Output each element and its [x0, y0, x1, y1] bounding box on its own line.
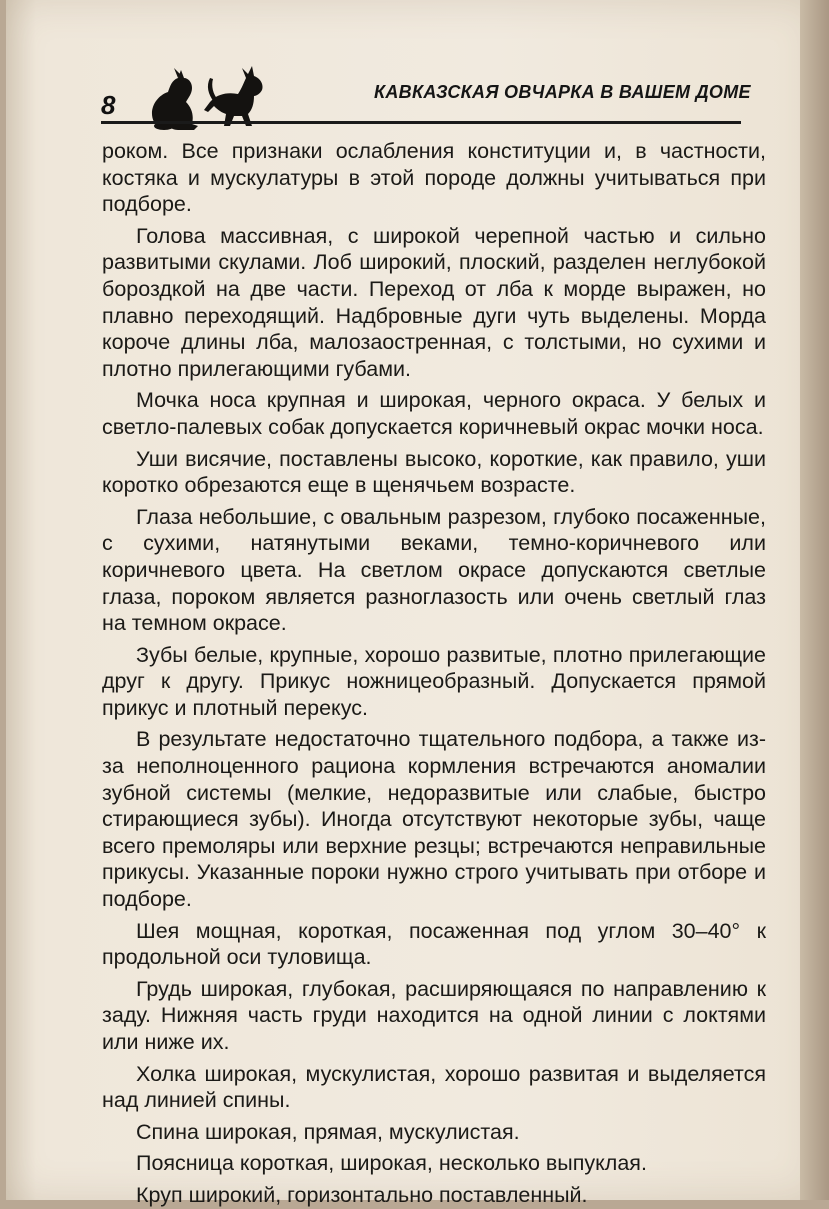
- paragraph: Круп широкий, горизонтально поставленный.: [136, 1182, 588, 1207]
- book-edge: [800, 0, 829, 1200]
- header-rule: [101, 121, 741, 124]
- paragraph: Глаза небольшие, с овальным разрезом, глубоко посаженные, с сухими, натянутыми веками, темно-коричневого или коричневого цвета. На светлом окрасе допускаются светлые глаза, пороком является разноглазость или очень светлый глаз на темном окрасе.: [102, 504, 766, 636]
- paragraph: В результате недостаточно тщательного подбора, а также из-за неполноценного рациона кормления встречаются аномалии зубной системы (мелкие, недоразвитые или слабые, быстро стирающиеся зубы). Иногда отсутствуют некоторые зубы, чаще всего премоляры или верхние резцы; встречаются неправильные прикусы. Указанные пороки нужно строго учитывать при отборе и подборе.: [102, 727, 766, 912]
- body-text: [102, 138, 766, 1209]
- paragraph: Зубы белые, крупные, хорошо развитые, плотно прилегающие друг к другу. Прикус ножницеобразный. Допускается прямой прикус и плотный перекус.: [102, 642, 766, 720]
- paragraph: Шея мощная, короткая, посаженная под углом 30–40° к продольной оси туловища.: [102, 918, 766, 970]
- paragraph: Уши висячие, поставлены высоко, короткие, как правило, уши коротко обрезаются еще в щенячьем возрасте.: [102, 446, 766, 498]
- book-page: [6, 0, 818, 1207]
- paragraph: Спина широкая, прямая, мускулистая.: [136, 1119, 520, 1144]
- paragraph: Мочка носа крупная и широкая, черного окраса. У белых и светло-палевых собак допускается коричневый окрас мочки носа.: [102, 388, 766, 439]
- running-title: КАВКАЗСКАЯ ОВЧАРКА В ВАШЕМ ДОМЕ: [374, 82, 751, 102]
- paragraph: роком. Все признаки ослабления конституции и, в частности, костяка и мускулатуры в этой породе должны учитываться при подборе.: [102, 139, 766, 217]
- paragraph: Холка широкая, мускулистая, хорошо развитая и выделяется над линией спины.: [102, 1061, 766, 1113]
- paragraph: Голова массивная, с широкой черепной частью и сильно развитыми скулами. Лоб широкий, плоский, разделен неглубокой бороздкой на две части. Переход от лба к морде выражен, но плавно переходящий. Надбровные дуги чуть выделены. Морда короче длины лба, малозаостренная, с толстыми, но сухими и плотно прилегающими губами.: [102, 223, 766, 381]
- paragraph: Грудь широкая, глубокая, расширяющаяся по направлению к заду. Нижняя часть груди находится на одной линии с локтями или ниже их.: [102, 976, 766, 1054]
- page-number: 8: [101, 90, 116, 120]
- page-header: [96, 60, 751, 140]
- dog-silhouettes-icon: [134, 60, 314, 140]
- paragraph: Поясница короткая, широкая, несколько выпуклая.: [136, 1151, 647, 1176]
